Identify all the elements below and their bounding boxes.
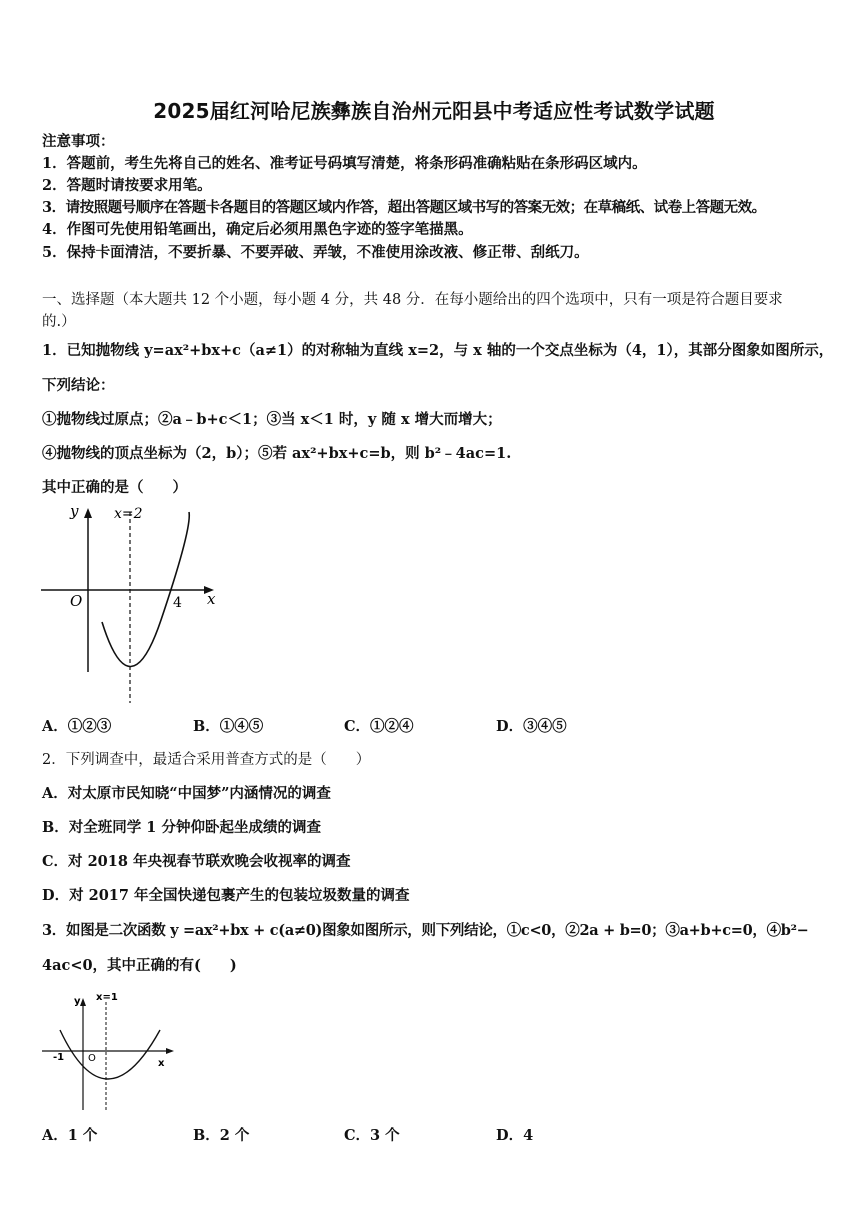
graph-label-origin: O — [70, 592, 83, 610]
q3-option-a: A．1 个 — [42, 1127, 98, 1144]
q3-stem: 4ac<0，其中正确的有( ) — [42, 957, 237, 974]
q3-option-d: D．4 — [496, 1127, 534, 1144]
q2-stem: 2．下列调查中，最适合采用普查方式的是（ ） — [42, 752, 371, 768]
y-axis-arrow — [84, 508, 92, 518]
q3-parabola-graph — [38, 988, 178, 1113]
notice-item: 5．保持卡面清洁，不要折暴、不要弄破、弄皱，不准使用涂改液、修正带、刮纸刀。 — [42, 244, 589, 261]
q1-conclusions: ④抛物线的顶点坐标为（2，b）；⑤若 ax²+bx+c=b，则 b²﹣4ac=1. — [42, 445, 512, 462]
q1-question: 其中正确的是（ ） — [42, 479, 187, 496]
q3-option-c: C．3 个 — [344, 1127, 400, 1144]
q2-option-a: A．对太原市民知晓“中国梦”内涵情况的调查 — [42, 785, 331, 802]
notice-heading: 注意事项： — [42, 133, 115, 150]
graph-label-y: y — [70, 502, 79, 520]
graph-label-x: x — [207, 590, 216, 608]
q1-option-b: B．①④⑤ — [193, 718, 264, 735]
q1-option-a: A．①②③ — [42, 718, 112, 735]
q2-option-b: B．对全班同学 1 分钟仰卧起坐成绩的调查 — [42, 819, 321, 836]
q1-conclusions: ①抛物线过原点；②a﹣b+c＜1；③当 x＜1 时，y 随 x 增大而增大； — [42, 411, 502, 428]
q2-option-d: D．对 2017 年全国快递包裹产生的包装垃圾数量的调查 — [42, 887, 410, 904]
graph-label-root: 4 — [173, 595, 182, 611]
notice-item: 4．作图可先使用铅笔画出，确定后必须用黑色字迹的签字笔描黑。 — [42, 221, 473, 238]
graph-label-y: y — [74, 996, 81, 1007]
y-axis-arrow — [80, 998, 86, 1006]
x-axis-arrow — [166, 1048, 174, 1054]
section-heading: 一、选择题（本大题共 12 个小题，每小题 4 分，共 48 分．在每小题给出的四个选项中，只有一项是符合题目要求 — [42, 292, 783, 308]
exam-title: 2025届红河哈尼族彝族自治州元阳县中考适应性考试数学试题 — [153, 99, 715, 123]
section-heading-cont: 的.） — [42, 314, 76, 330]
q2-option-c: C．对 2018 年央视春节联欢晚会收视率的调查 — [42, 853, 351, 870]
q1-stem: 下列结论： — [42, 377, 115, 394]
q1-option-d: D．③④⑤ — [496, 718, 567, 735]
q1-parabola-graph — [36, 500, 226, 705]
notice-item: 1．答题前，考生先将自己的姓名、准考证号码填写清楚，将条形码准确粘贴在条形码区域内。 — [42, 155, 647, 172]
graph-label-origin: O — [88, 1053, 96, 1064]
q3-stem: 3．如图是二次函数 y =ax²+bx + c(a≠0)图象如图所示，则下列结论，①c<0，②2a + b=0；③a+b+c=0，④b²− — [42, 922, 809, 939]
graph-label-x: x — [158, 1058, 165, 1069]
q3-option-b: B．2 个 — [193, 1127, 250, 1144]
notice-item: 2．答题时请按要求用笔。 — [42, 177, 212, 194]
graph-label-axis: x=2 — [114, 506, 143, 522]
q1-option-c: C．①②④ — [344, 718, 414, 735]
graph-label-neg1: -1 — [53, 1052, 65, 1063]
notice-item: 3．请按照题号顺序在答题卡各题目的答题区域内作答，超出答题区域书写的答案无效；在草稿纸、试卷上答题无效。 — [42, 199, 766, 216]
q1-stem: 1．已知抛物线 y=ax²+bx+c（a≠1）的对称轴为直线 x=2，与 x 轴的一个交点坐标为（4，1），其部分图象如图所示， — [42, 342, 834, 359]
graph-label-axis: x=1 — [96, 992, 118, 1003]
parabola-curve — [60, 1030, 160, 1079]
